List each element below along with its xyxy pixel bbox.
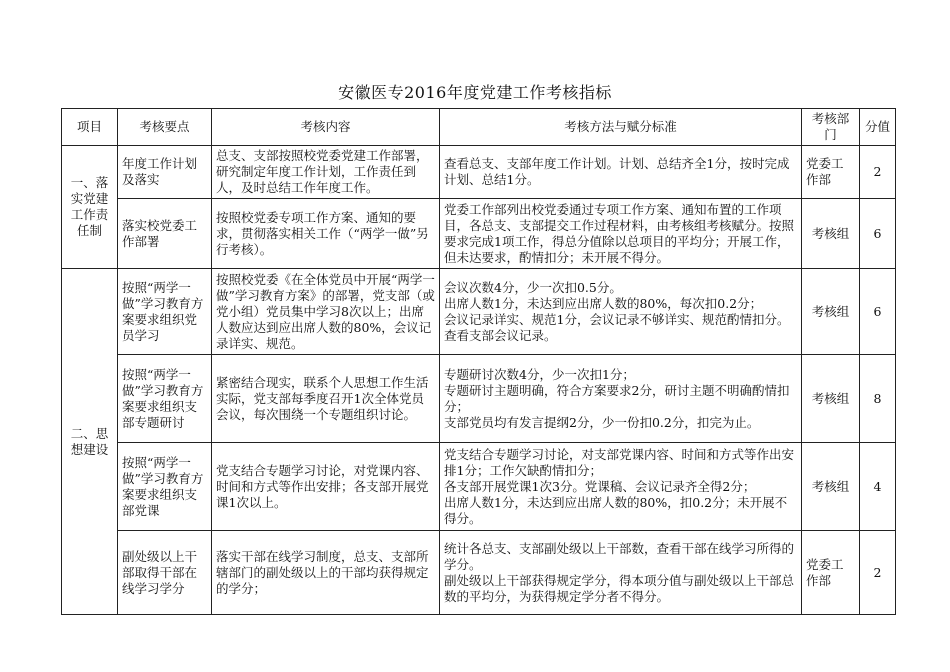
- assessment-table: [61, 108, 896, 615]
- header-dept: 考核部门: [802, 109, 860, 146]
- header-content: 考核内容: [212, 109, 440, 146]
- content-cell: 落实干部在线学习制度，总支、支部所辖部门的副处级以上的干部均获得规定的学分；: [212, 531, 440, 615]
- method-cell: 查看总支、支部年度工作计划。计划、总结齐全1分，按时完成计划、总结1分。: [440, 146, 802, 199]
- score-cell: 6: [860, 269, 896, 355]
- point-cell: 按照“两学一做”学习教育方案要求组织支部党课: [118, 443, 212, 531]
- header-point: 考核要点: [118, 109, 212, 146]
- table-row: [62, 199, 896, 269]
- dept-cell: 考核组: [802, 269, 860, 355]
- method-cell: 统计各总支、支部副处级以上干部数，查看干部在线学习所得的学分。 副处级以上干部获得规定学分，得本项分值与副处级以上干部总数的平均分，为获得规定学分者不得分。: [440, 531, 802, 615]
- content-cell: 紧密结合现实，联系个人思想工作生活实际，党支部每季度召开1次全体党员会议，每次围绕一个专题组织讨论。: [212, 355, 440, 443]
- table-row: [62, 146, 896, 199]
- method-cell: 党支结合专题学习讨论，对支部党课内容、时间和方式等作出安排1分；工作欠缺酌情扣分； 各支部开展党课1次3分。党课稿、会议记录齐全得2分； 出席人数1分，未达到应出席人数的80%，扣0.2分；未开展不得分。: [440, 443, 802, 531]
- score-cell: 8: [860, 355, 896, 443]
- table-row: [62, 269, 896, 355]
- header-method: 考核方法与赋分标准: [440, 109, 802, 146]
- content-cell: 总支、支部按照校党委党建工作部署，研究制定年度工作计划，工作责任到人，及时总结工作年度工作。: [212, 146, 440, 199]
- content-cell: 党支结合专题学习讨论，对党课内容、时间和方式等作出安排；各支部开展党课1次以上。: [212, 443, 440, 531]
- content-cell: 按照校党委专项工作方案、通知的要求，贯彻落实相关工作（“两学一做”另行考核）。: [212, 199, 440, 269]
- header-row: [62, 109, 896, 146]
- point-cell: 落实校党委工作部署: [118, 199, 212, 269]
- point-cell: 副处级以上干部取得干部在线学习学分: [118, 531, 212, 615]
- table-row: [62, 531, 896, 615]
- point-cell: 年度工作计划及落实: [118, 146, 212, 199]
- score-cell: 6: [860, 199, 896, 269]
- section-item: 二、思想建设: [62, 269, 118, 615]
- content-cell: 按照校党委《在全体党员中开展“两学一做”学习教育方案》的部署，党支部（或党小组）党员集中学习8次以上；出席人数应达到应出席人数的80%，会议记录详实、规范。: [212, 269, 440, 355]
- point-cell: 按照“两学一做”学习教育方案要求组织党员学习: [118, 269, 212, 355]
- page-title: 安徽医专2016年度党建工作考核指标: [338, 83, 612, 102]
- header-item: 项目: [62, 109, 118, 146]
- header-score: 分值: [860, 109, 896, 146]
- score-cell: 2: [860, 531, 896, 615]
- method-cell: 党委工作部列出校党委通过专项工作方案、通知布置的工作项目，各总支、支部提交工作过程材料，由考核组考核赋分。按照要求完成1项工作，得总分值除以总项目的平均分；开展工作，但未达要求，酌情扣分；未开展不得分。: [440, 199, 802, 269]
- table-row: [62, 443, 896, 531]
- score-cell: 2: [860, 146, 896, 199]
- method-cell: 会议次数4分，少一次扣0.5分。 出席人数1分，未达到应出席人数的80%，每次扣0.2分； 会议记录详实、规范1分，会议记录不够详实、规范酌情扣分。查看支部会议记录。: [440, 269, 802, 355]
- score-cell: 4: [860, 443, 896, 531]
- point-cell: 按照“两学一做”学习教育方案要求组织支部专题研讨: [118, 355, 212, 443]
- dept-cell: 考核组: [802, 443, 860, 531]
- section-item: 一、落实党建工作责任制: [62, 146, 118, 269]
- dept-cell: 考核组: [802, 355, 860, 443]
- dept-cell: 考核组: [802, 199, 860, 269]
- method-cell: 专题研讨次数4分，少一次扣1分； 专题研讨主题明确，符合方案要求2分，研讨主题不明确酌情扣分； 支部党员均有发言提纲2分，少一份扣0.2分，扣完为止。: [440, 355, 802, 443]
- dept-cell: 党委工作部: [802, 146, 860, 199]
- dept-cell: 党委工作部: [802, 531, 860, 615]
- table-row: [62, 355, 896, 443]
